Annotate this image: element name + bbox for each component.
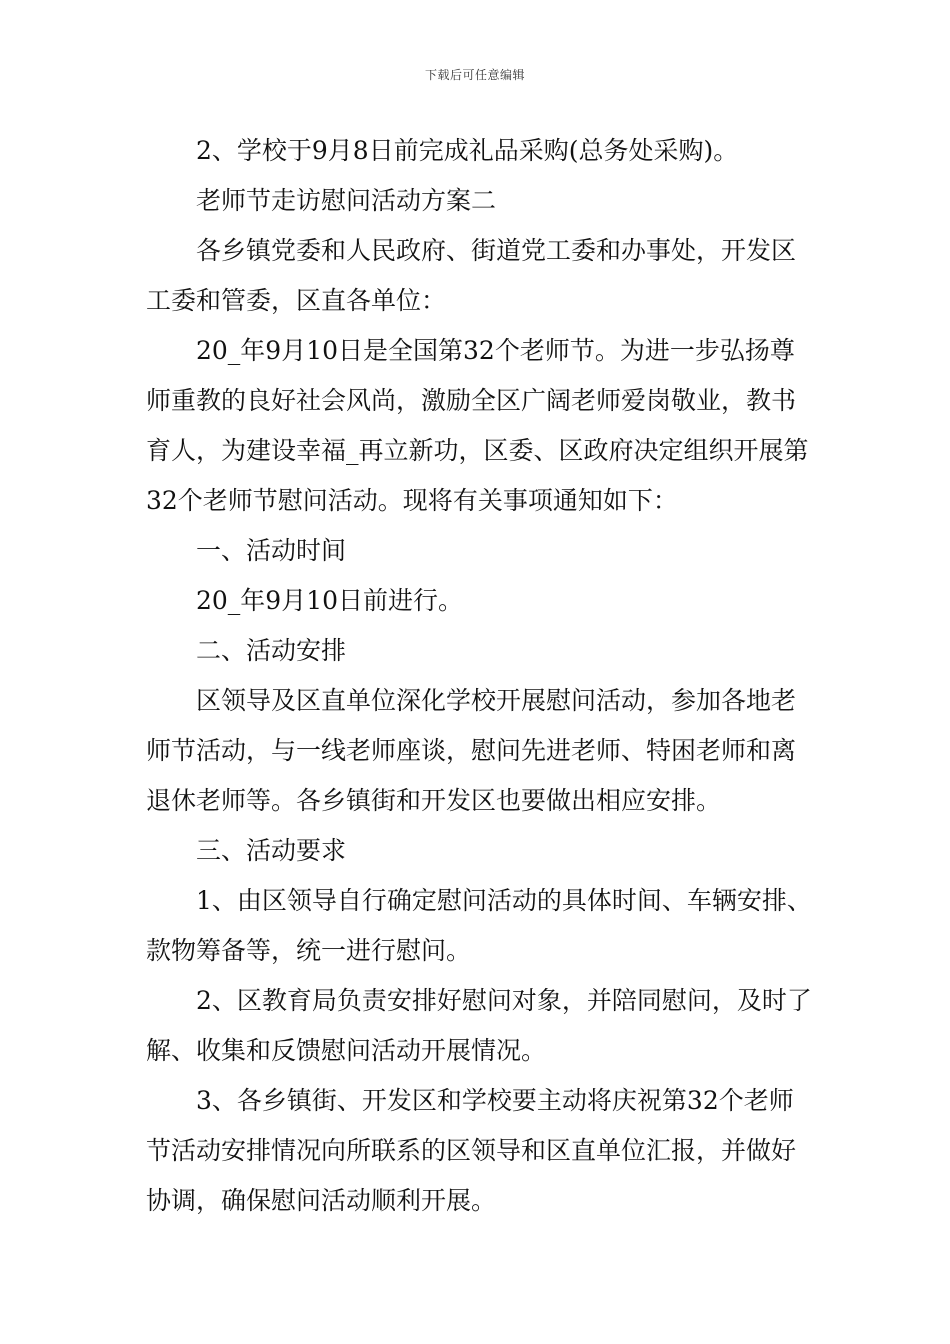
paragraph-activity-time: 20_年9月10日前进行。 [196,586,464,615]
paragraph-activity-arrangement: 区领导及区直单位深化学校开展慰问活动，参加各地老师节活动，与一线老师座谈，慰问先进老师、特困老师和离退休老师等。各乡镇街和开发区也要做出相应安排。 [146,686,797,815]
paragraph-requirement-1: 1、由区领导自行确定慰问活动的具体时间、车辆安排、款物筹备等，统一进行慰问。 [146,886,812,965]
paragraph-gift-purchase: 2、学校于9月8日前完成礼品采购(总务处采购)。 [196,136,739,165]
paragraph-introduction: 20_年9月10日是全国第32个老师节。为进一步弘扬尊师重教的良好社会风尚，激励全区广阔老师爱岗敬业，教书育人，为建设幸福_再立新功，区委、区政府决定组织开展第32个老师节慰问活动。现将有关事项通知如下： [146,336,809,515]
header-note: 下载后可任意编辑 [424,68,525,82]
paragraph-requirement-2: 2、区教育局负责安排好慰问对象，并陪同慰问，及时了解、收集和反馈慰问活动开展情况。 [146,986,812,1065]
document-body [146,126,816,1226]
heading-activity-requirements: 三、活动要求 [196,836,347,865]
paragraph-requirement-3: 3、各乡镇街、开发区和学校要主动将庆祝第32个老师节活动安排情况向所联系的区领导和区直单位汇报，并做好协调，确保慰问活动顺利开展。 [146,1086,797,1215]
paragraph-recipients: 各乡镇党委和人民政府、街道党工委和办事处，开发区工委和管委，区直各单位： [146,236,797,315]
heading-activity-arrangement: 二、活动安排 [196,636,347,665]
heading-activity-time: 一、活动时间 [196,536,347,565]
section-title-plan-two: 老师节走访慰问活动方案二 [196,186,497,215]
